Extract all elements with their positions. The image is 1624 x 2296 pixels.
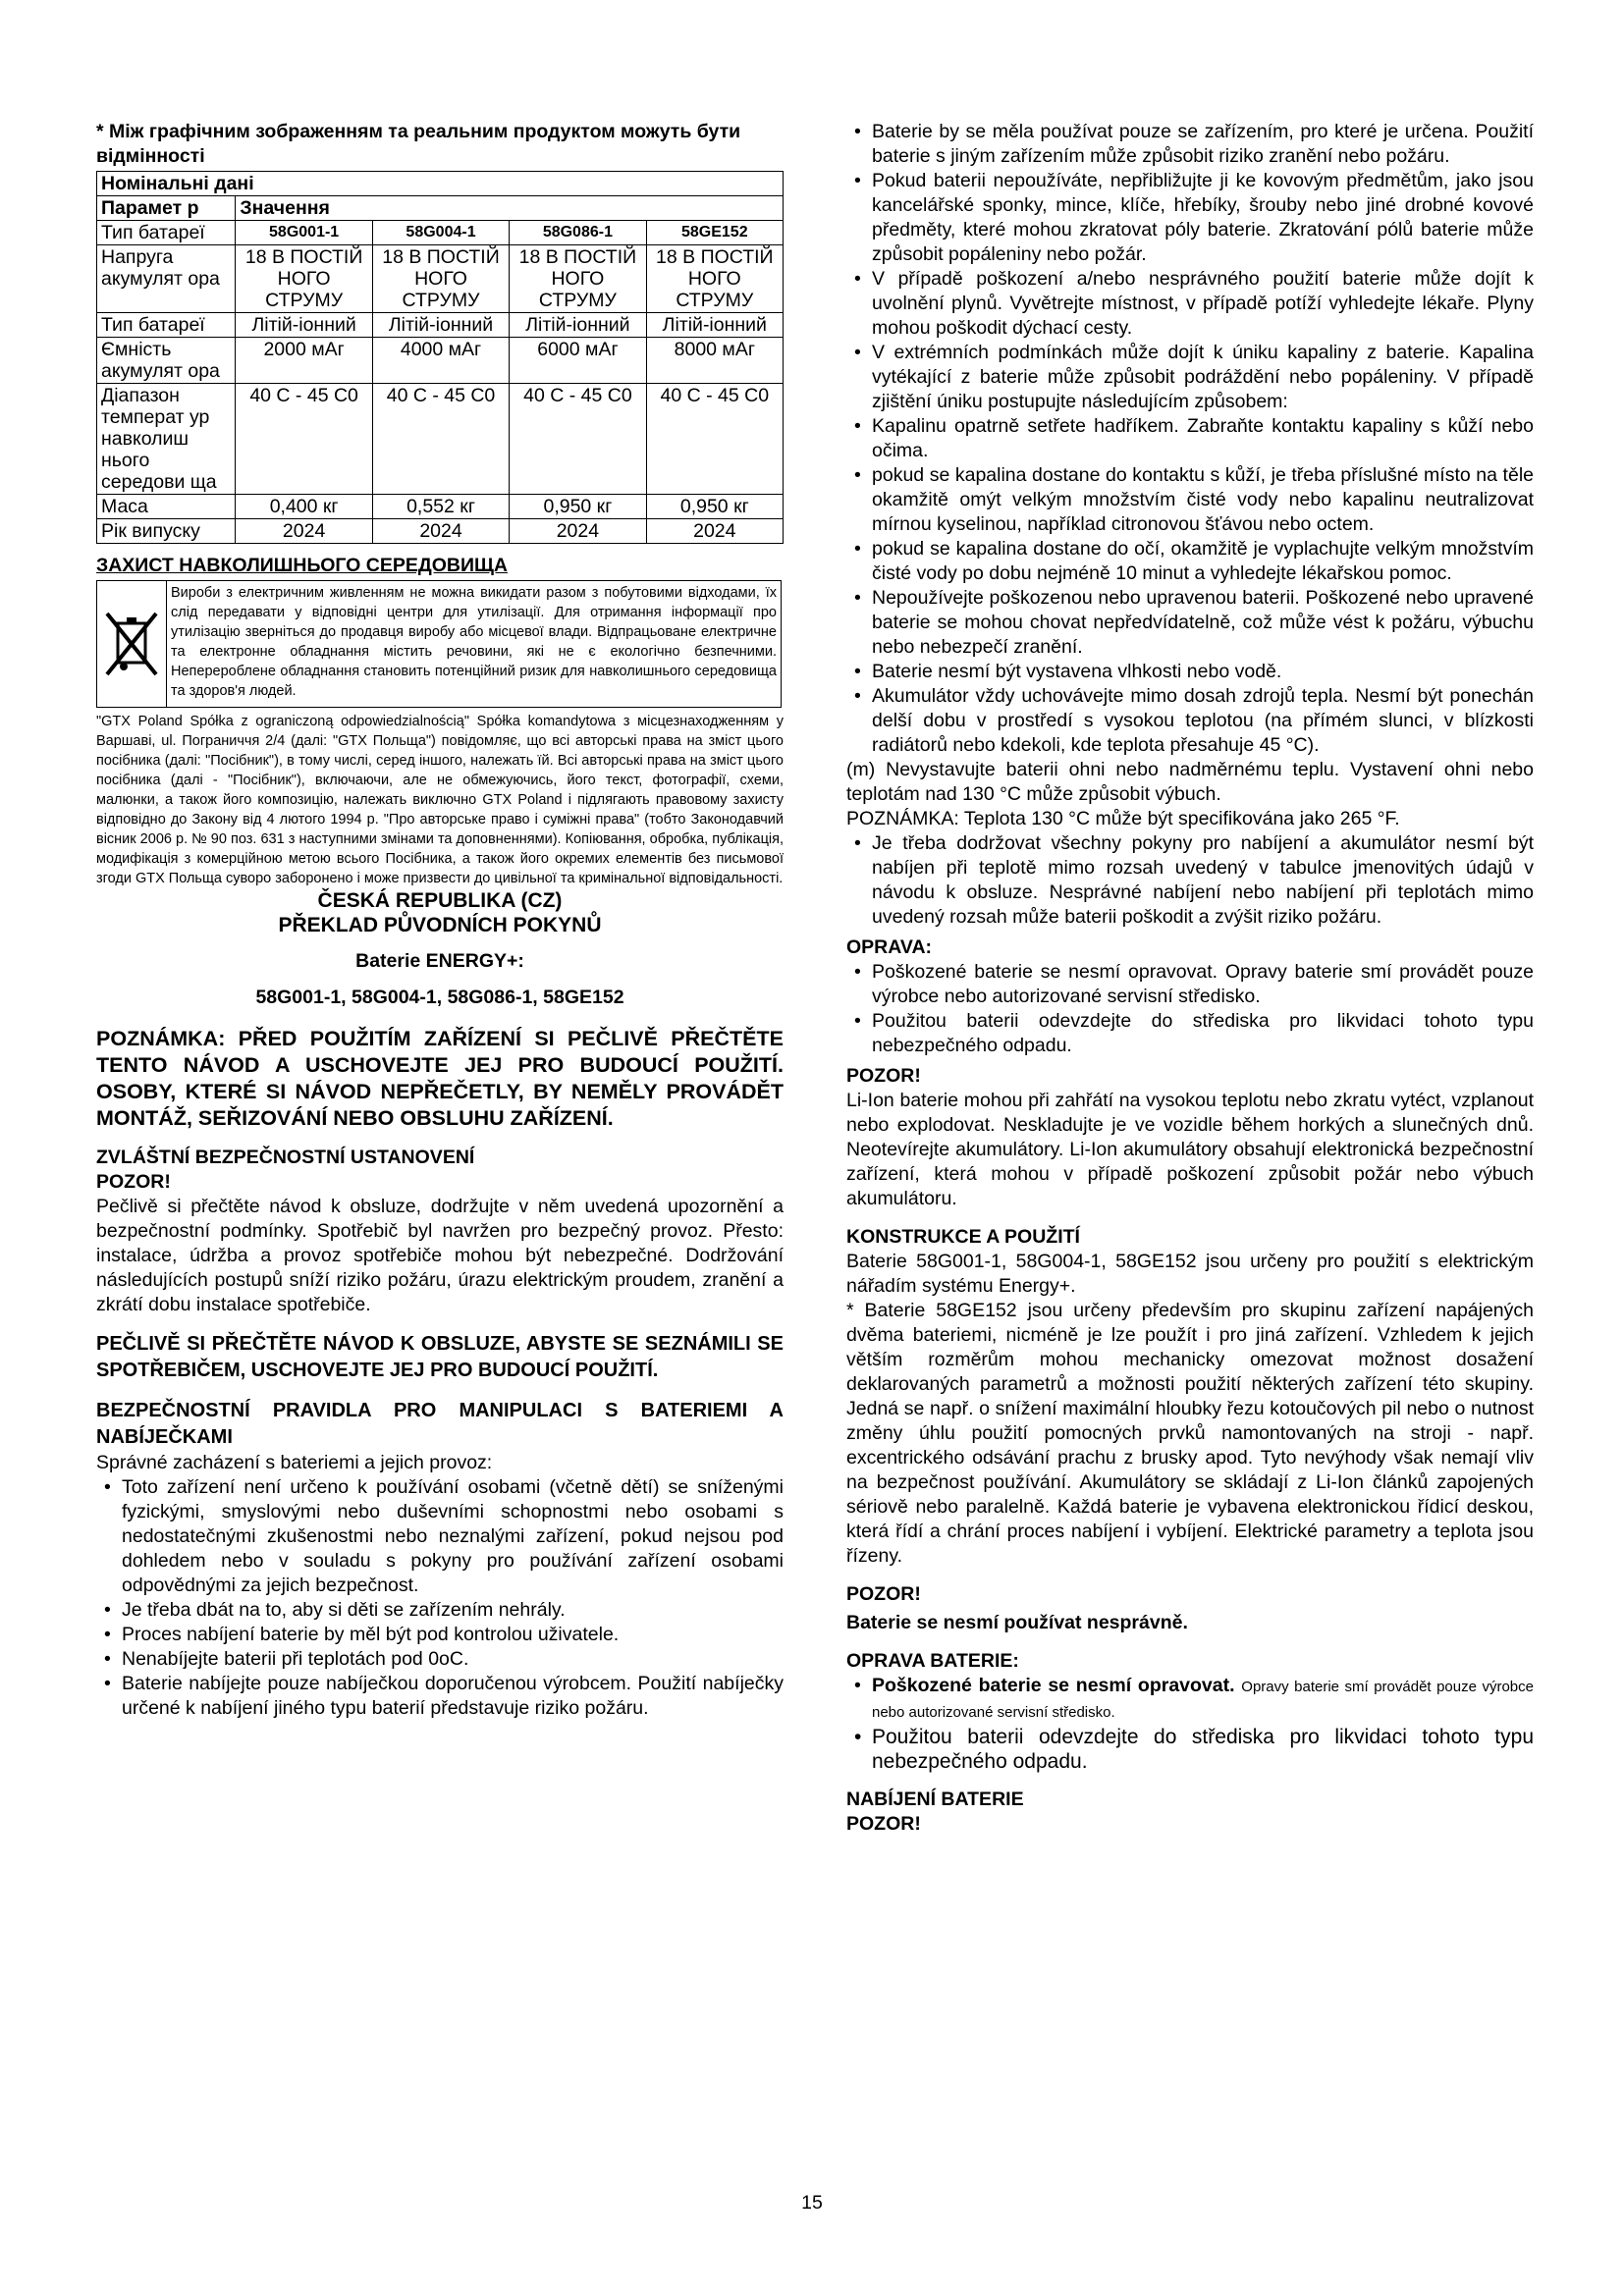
cz-subtitle: PŘEKLAD PŮVODNÍCH POKYNŮ <box>278 914 602 936</box>
table-cell: 2024 <box>236 519 372 544</box>
table-cell: Літій-іонний <box>510 313 646 338</box>
table-cell: 4000 мАг <box>372 338 509 384</box>
table-row <box>97 495 784 519</box>
intro-text: Pečlivě si přečtěte návod k obsluze, dodržujte v něm uvedená upozornění a bezpečnostní podmínky. Spotřebič byl navržen pro bezpečný provoz. Přesto: instalace, údržba a provoz spotřebiče mohou být nebezpečné. Dodržování následujících postupů sníží riziko požáru, úrazu elektrickým proudem, zranění a zkrátí dobu instalace spotřebiče. <box>96 1196 784 1315</box>
list-item: • Baterie nabíjejte pouze nabíječkou doporučenou výrobcem. Použití nabíječky určené k nabíjení jiného typu baterií představuje riziko požáru. <box>96 1672 784 1721</box>
list-item: • Použitou baterii odevzdejte do střediska pro likvidaci tohoto typu nebezpečného odpadu. <box>846 1009 1534 1058</box>
list-item: • Nepoužívejte poškozenou nebo upravenou baterii. Poškozené nebo upravené baterie se mohou chovat nepředvídatelně, což může vést k požáru, výbuchu nebo nebezpečí zranění. <box>846 586 1534 660</box>
read-manual-heading: PEČLIVĚ SI PŘEČTĚTE NÁVOD K OBSLUZE, ABYSTE SE SEZNÁMILI SE SPOTŘEBIČEM, USCHOVEJTE JEJ PRO BUDOUCÍ POUŽITÍ. <box>96 1333 784 1381</box>
table-cell: 40 С - 45 С0 <box>372 384 509 495</box>
rated-data-table <box>96 171 784 544</box>
table-cell: 0,950 кг <box>510 495 646 519</box>
row-label: Тип батареї <box>97 221 236 245</box>
list-item: • Akumulátor vždy uchovávejte mimo dosah zdrojů tepla. Nesmí být ponechán delší dobu v prostředí s vysokou teplotou (na přímém slunci, v blízkosti radiátorů nebo kdekoli, kde teplota přesahuje 45 °C). <box>846 684 1534 758</box>
table-cell: 0,552 кг <box>372 495 509 519</box>
list-item: • pokud se kapalina dostane do očí, okamžitě je vyplachujte velkým množstvím čisté vody po dobu nejméně 10 minut a vyhledejte lékařskou pomoc. <box>846 537 1534 586</box>
table-cell: 8000 мАг <box>646 338 783 384</box>
copyright-notice: "GTX Poland Spółka z ograniczoną odpowiedzialnością" Spółka komandytowa з місцезнаходженням у Варшаві, ul. Пограниччя 2/4 (далі: "GTX Польща") повідомляє, що всі авторські права на зміст цього посібника (далі: "Посібник"), в тому числі, серед іншого, належать їй. Всі авторські права на зміст цього посібника (далі - "Посібник"), включаючи, але не обмежуючись, його текст, фотографії, схеми, малюнки, а також його композицію, належать виключно GTX Poland і підлягають правовому захисту відповідно до Закону від 4 лютого 1994 р. "Про авторське право і суміжні права" (тобто Законодавчий вісник 2006 р. № 90 поз. 631 з наступними змінами та доповненнями). Копіювання, обробка, публікація, модифікація з комерційною метою всього Посібника, а також його окремих елементів без письмової згоди GTX Польща суворо заборонено і може призвести до цивільної та кримінальної відповідальності. <box>96 714 784 886</box>
repair-heading: OPRAVA: <box>846 936 933 958</box>
table-row <box>97 245 784 313</box>
table-cell: 18 В ПОСТІЙ НОГО СТРУМУ <box>646 245 783 313</box>
list-item: • Je třeba dodržovat všechny pokyny pro nabíjení a akumulátor nesmí být nabíjen při teplotě mimo rozsah uvedený v tabulce jmenovitých údajů v návodu k obsluze. Nesprávné nabíjení nebo nabíjení při teplotách mimo uvedený rozsah může baterii poškodit a zvýšit riziko požáru. <box>846 831 1534 930</box>
warning-label: POZOR! <box>846 1583 921 1605</box>
handling-intro: Správné zacházení s bateriemi a jejich provoz: <box>96 1452 493 1473</box>
table-head-param: Парамет р <box>97 196 236 221</box>
list-item: • pokud se kapalina dostane do kontaktu s kůží, je třeba příslušné místo na těle okamžitě omýt velkým množstvím čisté vody nebo kapalinu neutralizovat mírnou kyselinou, například citronovou šťávou nebo octem. <box>846 463 1534 537</box>
env-text: Вироби з електричним живленням не можна викидати разом з побутовими відходами, їх слід передавати у відповідні центри для утилізації. Для отримання інформації про утилізацію зверніться до продавця виробу або місцевої влади. Відпрацьоване електричне та електронне обладнання містить речовини, які не є екологічно безпечними. Неперероблене обладнання становить потенційний ризик для навколишнього середовища та здоров'я людей. <box>171 585 777 699</box>
temperature-note: POZNÁMKA: Teplota 130 °C může být specifikována jako 265 °F. <box>846 808 1400 829</box>
table-row <box>97 221 784 245</box>
battery-repair-heading: OPRAVA BATERIE: <box>846 1650 1019 1672</box>
safety-list-continued <box>846 120 1534 758</box>
table-cell: 18 В ПОСТІЙ НОГО СТРУМУ <box>372 245 509 313</box>
special-safety-heading: ZVLÁŠTNÍ BEZPEČNOSTNÍ USTANOVENÍ <box>96 1147 475 1168</box>
table-cell: 58G001-1 <box>236 221 372 245</box>
list-item: • Baterie nesmí být vystavena vlhkosti nebo vodě. <box>846 660 1534 684</box>
construction-text-1: Baterie 58G001-1, 58G004-1, 58GE152 jsou určeny pro použití s elektrickým nářadím systému Energy+. <box>846 1251 1534 1297</box>
construction-text-2: * Baterie 58GE152 jsou určeny především pro skupinu zařízení napájených dvěma bateriemi, nicméně je lze použít i pro jiná zařízení. Vzhledem k jejich větším rozměrům mohou mechanicky omezovat možnost dosažení deklarovaných parametrů a možnosti použití některých zařízení této skupiny. Jedná se např. o snížení maximální hloubky řezu kotoučových pil nebo o nutnost změny úhlu použití pomocných prvků namontovaných na stroji - např. excentrického odsávání prachu z brusky apod. Tyto nevýhody však nemají vliv na bezpečnost používání. Akumulátory se skládají z Li-Ion článků zapojených sériově nebo paralelně. Každá baterie je vybavena elektronickou řídicí deskou, která řídí a chrání proces nabíjení i vybíjení. Elektrické parametry a teplota jsou řízeny. <box>846 1300 1534 1567</box>
list-item: • Použitou baterii odevzdejte do střediska pro likvidaci tohoto typu nebezpečného odpadu. <box>846 1725 1534 1774</box>
charging-heading: NABÍJENÍ BATERIE <box>846 1789 1024 1810</box>
warning-label: POZOR! <box>96 1171 171 1193</box>
row-label: Діапазон температ ур навколиш нього середови ща <box>97 384 236 495</box>
table-cell: 0,400 кг <box>236 495 372 519</box>
liion-text: Li-Ion baterie mohou při zahřátí na vysokou teplotu nebo zkratu vytéct, vzplanout nebo explodovat. Neskladujte je ve vozidle během horkých a slunečných dnů. Neotevírejte akumulátory. Li-Ion akumulátory obsahují elektronická bezpečnostní zařízení, která mohou v případě poškození způsobit požár nebo výbuch akumulátoru. <box>846 1090 1534 1209</box>
crossed-bin-icon <box>97 581 167 707</box>
note-heading: POZNÁMKA: PŘED POUŽITÍM ZAŘÍZENÍ SI PEČLIVĚ PŘEČTĚTE TENTO NÁVOD A USCHOVEJTE JEJ PRO BUDOUCÍ POUŽITÍ. OSOBY, KTERÉ SI NÁVOD NEPŘEČETLY, BY NEMĚLY PROVÁDĚT MONTÁŽ, SEŘIZOVÁNÍ NEBO OBSLUHU ZAŘÍZENÍ. <box>96 1027 784 1130</box>
table-cell: Літій-іонний <box>236 313 372 338</box>
table-cell: 2024 <box>646 519 783 544</box>
list-item: • Proces nabíjení baterie by měl být pod kontrolou uživatele. <box>96 1623 784 1647</box>
list-item: • Baterie by se měla používat pouze se zařízením, pro které je určena. Použití baterie s jiným zařízením může způsobit riziko zranění nebo požáru. <box>846 120 1534 169</box>
row-label: Тип батареї <box>97 313 236 338</box>
list-item: • Je třeba dbát na to, aby si děti se zařízením nehrály. <box>96 1598 784 1623</box>
table-head-values: Значення <box>236 196 784 221</box>
table-title: Номінальні дані <box>97 172 784 196</box>
table-cell: 58G004-1 <box>372 221 509 245</box>
list-item <box>846 1674 1534 1725</box>
right-column <box>846 120 1534 1837</box>
table-cell: 2000 мАг <box>236 338 372 384</box>
warning-label: POZOR! <box>846 1813 921 1835</box>
table-cell: 2024 <box>510 519 646 544</box>
safety-list <box>96 1475 784 1721</box>
list-item: • Pokud baterii nepoužíváte, nepřibližujte ji ke kovovým předmětům, jako jsou kancelářské sponky, mince, klíče, hřebíky, šrouby nebo jiné drobné kovové předměty, které mohou zkratovat póly baterie. Zkratování pólů baterie může způsobit popáleniny nebo požár. <box>846 169 1534 267</box>
table-row <box>97 313 784 338</box>
row-label: Напруга акумулят ора <box>97 245 236 313</box>
table-cell: 18 В ПОСТІЙ НОГО СТРУМУ <box>510 245 646 313</box>
table-cell: 58GE152 <box>646 221 783 245</box>
env-box <box>96 580 782 708</box>
table-cell: Літій-іонний <box>372 313 509 338</box>
table-cell: 40 С - 45 С0 <box>646 384 783 495</box>
page-number: 15 <box>801 2192 823 2214</box>
row-label: Ємність акумулят ора <box>97 338 236 384</box>
table-cell: 40 С - 45 С0 <box>236 384 372 495</box>
list-item: • Kapalinu opatrně setřete hadříkem. Zabraňte kontaktu kapaliny s kůží nebo očima. <box>846 414 1534 463</box>
row-label: Маса <box>97 495 236 519</box>
construction-heading: KONSTRUKCE A POUŽITÍ <box>846 1226 1080 1248</box>
list-item: • V extrémních podmínkách může dojít k úniku kapaliny z baterie. Kapalina vytékající z baterie může způsobit podráždění nebo popáleniny. V případě zjištění úniku postupujte následujícím způsobem: <box>846 341 1534 414</box>
image-difference-note: * Між графічним зображенням та реальним продуктом можуть бути відмінності <box>96 121 741 167</box>
repair-small-text: Opravy baterie smí provádět pouze výrobce nebo autorizované servisní středisko. <box>872 1679 1534 1721</box>
table-cell: 58G086-1 <box>510 221 646 245</box>
battery-repair-list <box>846 1674 1534 1774</box>
table-row <box>97 338 784 384</box>
table-row <box>97 519 784 544</box>
table-cell: 40 С - 45 С0 <box>510 384 646 495</box>
list-item: • V případě poškození a/nebo nesprávného použití baterie může dojít k uvolnění plynů. Vyvětrejte místnost, v případě potíží vyhledejte lékaře. Plyny mohou poškodit dýchací cesty. <box>846 267 1534 341</box>
table-cell: 6000 мАг <box>510 338 646 384</box>
product-models: 58G001-1, 58G004-1, 58G086-1, 58GE152 <box>255 987 624 1008</box>
repair-list <box>846 960 1534 1058</box>
left-column <box>96 120 784 1721</box>
fire-warning: (m) Nevystavujte baterii ohni nebo nadměrnému teplu. Vystavení ohni nebo teplotám nad 130 °C může způsobit výbuch. <box>846 759 1534 805</box>
table-cell: Літій-іонний <box>646 313 783 338</box>
charging-list <box>846 831 1534 930</box>
warning-label: POZOR! <box>846 1065 921 1087</box>
env-heading: ЗАХИСТ НАВКОЛИШНЬОГО СЕРЕДОВИЩА <box>96 555 508 576</box>
table-cell: 2024 <box>372 519 509 544</box>
battery-rules-heading: BEZPEČNOSTNÍ PRAVIDLA PRO MANIPULACI S BATERIEMI A NABÍJEČKAMI <box>96 1400 784 1448</box>
row-label: Рік випуску <box>97 519 236 544</box>
list-item: • Nenabíjejte baterii při teplotách pod 0oC. <box>96 1647 784 1672</box>
product-name: Baterie ENERGY+: <box>355 950 524 972</box>
misuse-warning: Baterie se nesmí používat nesprávně. <box>846 1612 1188 1633</box>
list-item: • Poškozené baterie se nesmí opravovat. Opravy baterie smí provádět pouze výrobce nebo autorizované servisní středisko. <box>846 960 1534 1009</box>
repair-bold-text: Poškozené baterie se nesmí opravovat. <box>872 1675 1235 1696</box>
table-cell: 18 В ПОСТІЙ НОГО СТРУМУ <box>236 245 372 313</box>
table-cell: 0,950 кг <box>646 495 783 519</box>
table-row <box>97 384 784 495</box>
list-item: • Toto zařízení není určeno k používání osobami (včetně dětí) se sníženými fyzickými, smyslovými nebo duševními schopnostmi nebo osobami s nedostatečnými zkušenostmi nebo neznalými zařízení, pokud nejsou pod dohledem nebo v souladu s pokyny pro používání zařízení osobami odpovědnými za jejich bezpečnost. <box>96 1475 784 1598</box>
cz-title: ČESKÁ REPUBLIKA (CZ) <box>317 889 563 912</box>
